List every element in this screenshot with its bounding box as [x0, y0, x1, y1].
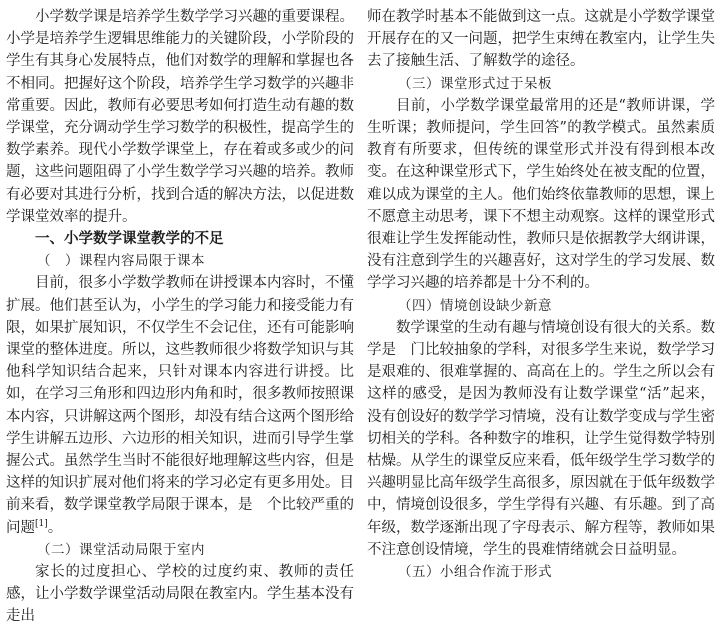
subheading-2: （二）课堂活动局限于室内: [37, 541, 206, 558]
intro-text: 小学数学课是培养学生数学学习兴趣的重要课程。小学是培养学生逻辑思维能力的关键阶段，小学阶段的学生有其身心发展特点，他们对数学的理解和掌握也各不相同。把握好这个阶段，培养学生学习数学的兴趣非常重要。因此，教师有必要思考如何打造生动有趣的数学课堂，充分调动学生学习数学的积极性，提高学生的数学素养。现代小学数学课堂上，存在着或多或少的问题，这些问题阻碍了小学生数学学习兴趣的培养。教师有必要对其进行分析，找到合适的解决方法，以促进数学课堂效率的提升。: [6, 9, 354, 225]
paragraph-indoor-continued: 师在教学时基本不能做到这一点。这就是小学数学课堂开展存在的又一问题，把学生束缚在教室内，让学生失去了接触生活、了解数学的途径。: [367, 9, 715, 70]
subheading-1: （ ）课程内容局限于课本: [37, 253, 206, 270]
paragraph-textbook: [6, 272, 354, 538]
right-column: [367, 6, 715, 583]
subheading-3: （三）课堂形式过于呆板: [398, 75, 553, 92]
paragraph-textbook-end: 。: [47, 519, 63, 536]
paragraph-situation: 数学课堂的生动有趣与情境创设有很大的关系。数学是 门比较抽象的学科，对很多学生来说，数学学习是艰难的、很难掌握的、高高在上的。学生之所以会有这样的感受，是因为教师没有让数学课堂“活”起来，没有创设好的数学学习情境，没有让数学变成与学生密切相关的学科。各种数字的堆积，让学生觉得数学特别枯燥。从学生的课堂反应来看，低年级学生学习数学的兴趣明显比高年级学生高很多，原因就在于低年级数学中，情境创设很多，学生学得有兴趣、有乐趣。到了高年级，数学逐渐出现了字母表示、解方程等，教师如果不注意创设情境，学生的畏难情绪就会日益明显。: [367, 319, 715, 558]
subheading-4: （四）情境创设缺少新意: [398, 297, 553, 314]
subheading-5: （五）小组合作流于形式: [398, 564, 553, 581]
intro-paragraph: [6, 6, 354, 228]
section-heading-1: 一、小学数学课堂教学的不足: [35, 231, 224, 248]
paragraph-textbook-text: 目前，很多小学数学教师在讲授课本内容时，不懂扩展。他们甚至认为，小学生的学习能力和接受能力有限，如果扩展知识，不仅学生不会记住，还有可能影响课堂的整体进度。所以，这些教师很少将数学知识与其他科学知识结合起来，只针对课本内容进行讲授。比如，在学习三角形和四边形内角和时，很多教师按照课本内容，只讲解这两个图形，却没有结合这两个图形给学生讲解五边形、六边形的相关知识，进而引导学生掌握公式。虽然学生当时不能很好地理解这些内容，但是这样的知识扩展对他们将来的学习必定有更多用处。目前来看，数学课堂教学局限于课本，是 个比较严重的问题: [6, 275, 354, 536]
paragraph-indoor: 家长的过度担心、学校的过度约束、教师的责任感，让小学数学课堂活动局限在教室内。学生基本没有走出: [6, 564, 354, 625]
paragraph-rigid-form: 目前，小学数学课堂最常用的还是“教师讲课，学生听课；教师提问，学生回答”的教学模式。虽然素质教育有所要求，但传统的课堂形式并没有得到根本改变。在这种课堂形式下，学生始终处在被支配的位置，难以成为课堂的主人。他们始终依靠教师的思想，课上不愿意主动思考，课下不想主动观察。这样的课堂形式很难让学生发挥能动性，教师只是依据教学大纲讲课，没有注意到学生的兴趣喜好，这对学生的学习发展、数学学习兴趣的培养都是十分不利的。: [367, 97, 715, 292]
citation-1: [1]: [35, 518, 48, 529]
left-column: [6, 6, 354, 628]
